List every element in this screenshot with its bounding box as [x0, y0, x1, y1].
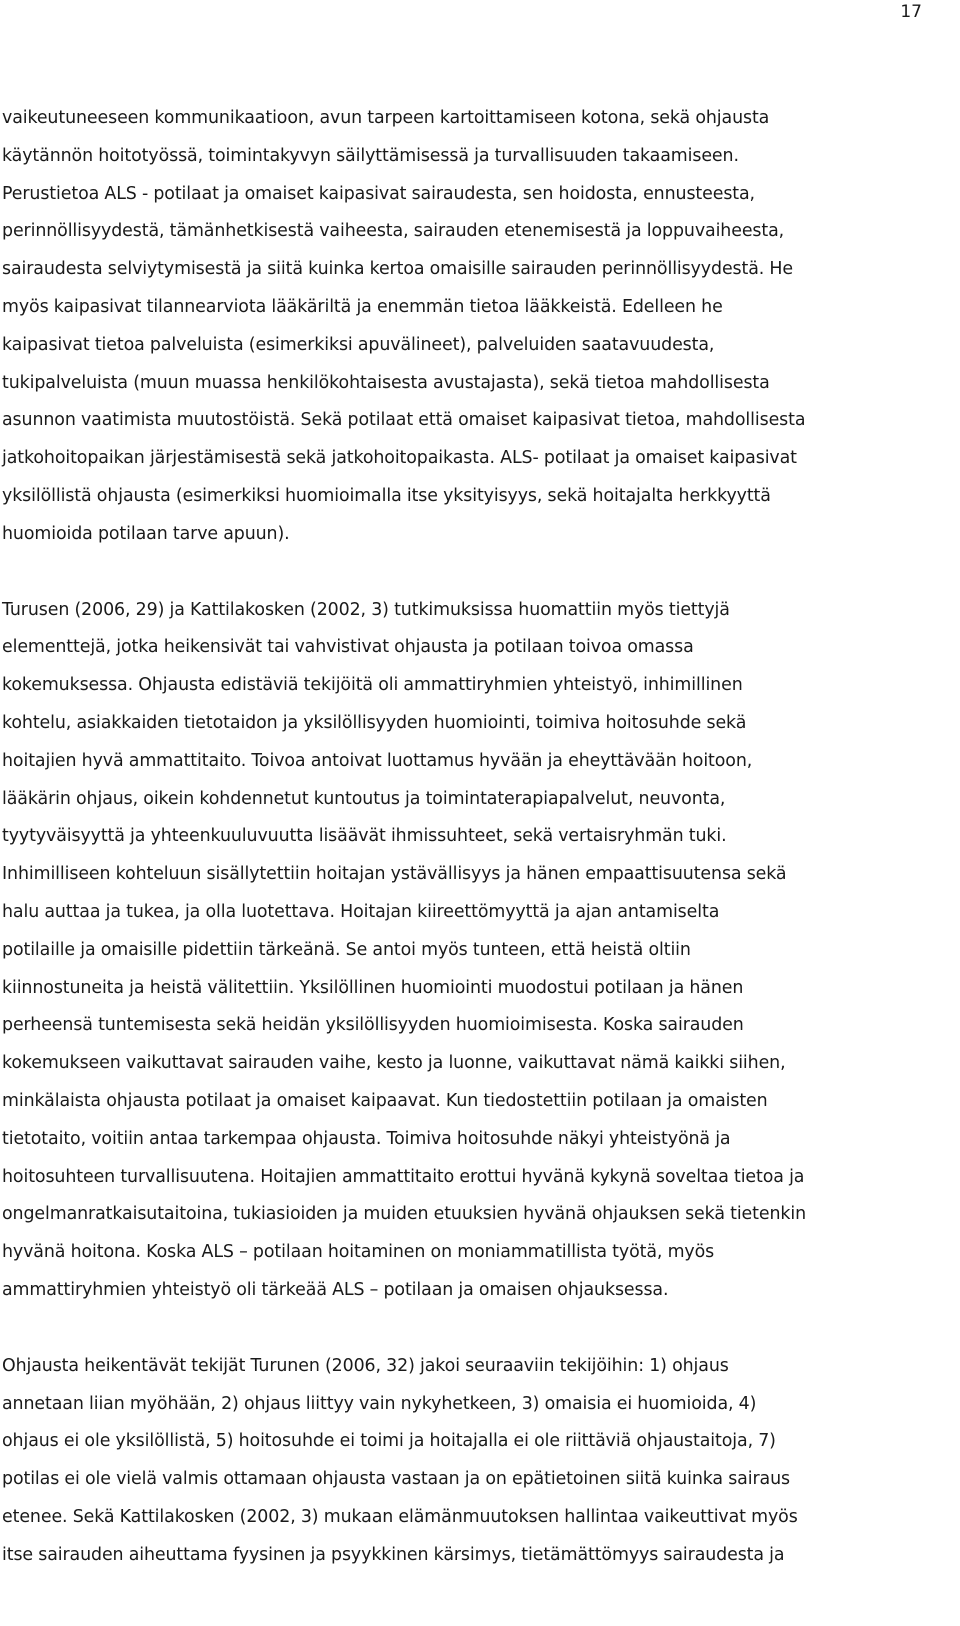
text-line: tyytyväisyyttä ja yhteenkuuluvuutta lisäävät ihmissuhteet, sekä vertaisryhmän tuki.: [2, 826, 727, 847]
text-line: kokemuksessa. Ohjausta edistäviä tekijöitä oli ammattiryhmien yhteistyö, inhimillinen: [2, 675, 743, 696]
text-line: hoitosuhteen turvallisuutena. Hoitajien ammattitaito erottui hyvänä kykynä soveltaa tietoa ja: [2, 1166, 805, 1187]
text-line: ongelmanratkaisutaitoina, tukiasioiden ja muiden etuuksien hyvänä ohjauksen sekä tietenkin: [2, 1204, 807, 1225]
text-line: Turusen (2006, 29) ja Kattilakosken (2002, 3) tutkimuksissa huomattiin myös tiettyjä: [2, 599, 730, 620]
text-line: annetaan liian myöhään, 2) ohjaus liittyy vain nykyhetkeen, 3) omaisia ei huomioida, 4): [2, 1393, 757, 1414]
text-line: hoitajien hyvä ammattitaito. Toivoa antoivat luottamus hyvään ja eheyttävään hoitoon,: [2, 750, 753, 771]
text-line: kohtelu, asiakkaiden tietotaidon ja yksilöllisyyden huomiointi, toimiva hoitosuhde sekä: [2, 712, 747, 733]
text-line: Inhimilliseen kohteluun sisällytettiin hoitajan ystävällisyys ja hänen empaattisuutensa sekä: [2, 864, 787, 885]
text-line: minkälaista ohjausta potilaat ja omaiset kaipaavat. Kun tiedostettiin potilaan ja omaisten: [2, 1090, 768, 1111]
text-line: vaikeutuneeseen kommunikaatioon, avun tarpeen kartoittamiseen kotona, sekä ohjausta: [2, 108, 770, 128]
text-line: tukipalveluista (muun muassa henkilökohtaisesta avustajasta), sekä tietoa mahdollisesta: [2, 372, 770, 393]
text-line: lääkärin ohjaus, oikein kohdennetut kuntoutus ja toimintaterapiapalvelut, neuvonta,: [2, 788, 726, 809]
text-line: Perustietoa ALS - potilaat ja omaiset kaipasivat sairaudesta, sen hoidosta, ennusteesta,: [2, 183, 755, 204]
text-line: yksilöllistä ohjausta (esimerkiksi huomioimalla itse yksityisyys, sekä hoitajalta herkkyyttä: [2, 485, 771, 506]
text-line: kaipasivat tietoa palveluista (esimerkiksi apuvälineet), palveluiden saatavuudesta,: [2, 334, 715, 355]
text-line: hyvänä hoitona. Koska ALS – potilaan hoitaminen on moniammatillista työtä, myös: [2, 1242, 715, 1263]
text-line: huomioida potilaan tarve apuun).: [2, 523, 290, 544]
text-line: Ohjausta heikentävät tekijät Turunen (2006, 32) jakoi seuraaviin tekijöihin: 1) ohjaus: [2, 1355, 729, 1376]
text-line: halu auttaa ja tukea, ja olla luotettava. Hoitajan kiireettömyyttä ja ajan antamiselta: [2, 901, 720, 922]
text-line: asunnon vaatimista muutostöistä. Sekä potilaat että omaiset kaipasivat tietoa, mahdollisesta: [2, 410, 806, 431]
text-line: myös kaipasivat tilannearviota lääkäriltä ja enemmän tietoa lääkkeistä. Edelleen he: [2, 296, 723, 317]
text-line: potilaille ja omaisille pidettiin tärkeänä. Se antoi myös tunteen, että heistä oltiin: [2, 939, 691, 960]
paragraph-1: [2, 100, 932, 554]
document-body: [2, 100, 932, 1574]
text-line: perinnöllisyydestä, tämänhetkisestä vaiheesta, sairauden etenemisestä ja loppuvaiheesta,: [2, 221, 785, 242]
text-line: kokemukseen vaikuttavat sairauden vaihe, kesto ja luonne, vaikuttavat nämä kaikki siihen,: [2, 1053, 786, 1074]
paragraph-2: [2, 592, 932, 1310]
text-line: kiinnostuneita ja heistä välitettiin. Yksilöllinen huomiointi muodostui potilaan ja hänen: [2, 977, 744, 998]
paragraph-3: [2, 1348, 932, 1575]
text-line: tietotaito, voitiin antaa tarkempaa ohjausta. Toimiva hoitosuhde näkyi yhteistyönä ja: [2, 1128, 731, 1149]
text-line: elementtejä, jotka heikensivät tai vahvistivat ohjausta ja potilaan toivoa omassa: [2, 637, 694, 658]
text-line: ammattiryhmien yhteistyö oli tärkeää ALS – potilaan ja omaisen ohjauksessa.: [2, 1279, 669, 1300]
text-line: jatkohoitopaikan järjestämisestä sekä jatkohoitopaikasta. ALS- potilaat ja omaiset kaipasivat: [2, 448, 797, 469]
page-number: 17: [900, 2, 922, 22]
text-line: sairaudesta selviytymisestä ja siitä kuinka kertoa omaisille sairauden perinnöllisyydestä. He: [2, 259, 794, 280]
text-line: ohjaus ei ole yksilöllistä, 5) hoitosuhde ei toimi ja hoitajalla ei ole riittäviä ohjaustaitoja, 7): [2, 1431, 776, 1452]
text-line: potilas ei ole vielä valmis ottamaan ohjausta vastaan ja on epätietoinen siitä kuinka sairaus: [2, 1469, 790, 1490]
text-line: etenee. Sekä Kattilakosken (2002, 3) mukaan elämänmuutoksen hallintaa vaikeuttivat myös: [2, 1506, 798, 1527]
text-line: itse sairauden aiheuttama fyysinen ja psyykkinen kärsimys, tietämättömyys sairaudesta ja: [2, 1544, 785, 1565]
text-line: perheensä tuntemisesta sekä heidän yksilöllisyyden huomioimisesta. Koska sairauden: [2, 1015, 744, 1036]
text-line: käytännön hoitotyössä, toimintakyvyn säilyttämisessä ja turvallisuuden takaamiseen.: [2, 145, 739, 166]
